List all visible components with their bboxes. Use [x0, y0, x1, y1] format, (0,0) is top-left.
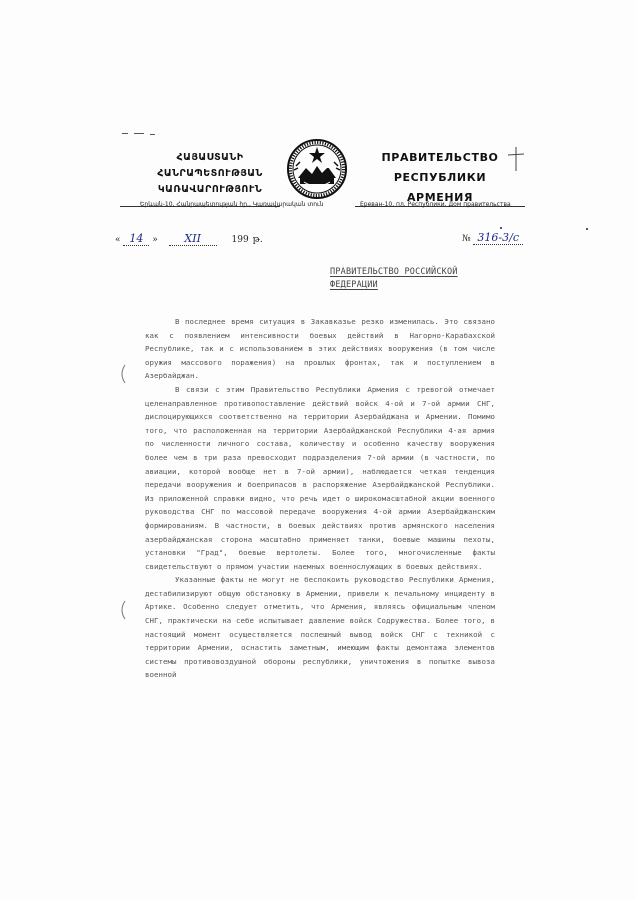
paragraph-1: В последнее время ситуация в Закавказье резко изменилась. Это связано как с появлением интенсивности боевых действий в Нагорно-Карабахской Республике, так и с использованием в этих действиях вооружения (в том числе оружия массового поражения) на прошлых фронтах, так и поступлением в Азербайджан.	[145, 317, 495, 381]
scan-speck	[122, 133, 128, 134]
address-armenian: Երևան-10, Հանրապետության հր., Կառավարական տուն	[140, 201, 324, 208]
paragraph-3: Указанные факты не могут не беспокоить руководство Республики Армения, дестабилизируют общую обстановку в Армении, привели к печальному инциденту в Артике. Особенно следует отметить, что Армения, являясь официальным членом СНГ, практически на себе испытывает давление войск Содружества. Более того, в настоящий момент осуществляется поспешный вывод войск СНГ с техникой с территории Армении, оснастить заметным, имеющим факты демонтажа элементов системы противовоздушной обороны республики, уничтожения в попытке вывоза военной	[145, 575, 495, 680]
date-line	[115, 232, 263, 246]
document-number-label: №	[462, 234, 471, 244]
coat-of-arms-emblem	[286, 138, 348, 200]
letterhead-armenian-line2: ԿԱՌԱՎԱՐՈՒԹՅՈՒՆ	[157, 184, 263, 195]
date-open-mark: «	[115, 235, 121, 245]
scan-speck	[150, 134, 155, 135]
letterhead-armenian-line1: ՀԱՅԱՍՏԱՆԻ ՀԱՆՐԱՊԵՏՈՒԹՅԱՆ	[157, 152, 263, 179]
address-russian: Ереван-10, пл. Республики, Дом правительства	[360, 201, 511, 208]
letterhead-russian-line1: ПРАВИТЕЛЬСТВО	[381, 151, 499, 164]
margin-mark	[118, 364, 128, 384]
handwritten-cross-mark	[506, 146, 526, 172]
letter-body	[145, 315, 495, 682]
margin-mark	[118, 600, 128, 620]
scan-speck	[500, 227, 502, 229]
date-day: 14	[123, 232, 149, 246]
date-close-mark: »	[152, 235, 158, 245]
letterhead-armenian	[130, 150, 290, 198]
document-number	[462, 231, 523, 244]
scan-speck	[586, 228, 588, 230]
addressee: ПРАВИТЕЛЬСТВО РОССИЙСКОЙ ФЕДЕРАЦИИ	[330, 267, 458, 290]
date-year-suffix: թ.	[252, 235, 263, 245]
document-number-value: 316-3/с	[473, 231, 523, 245]
letterhead-russian-line2: РЕСПУБЛИКИ АРМЕНИЯ	[393, 171, 487, 204]
date-year-prefix: 199	[231, 235, 249, 245]
letterhead-russian	[370, 148, 510, 208]
paragraph-2: В связи с этим Правительство Республики Армения с тревогой отмечает целенаправленное противопоставление действий войск 4-ой и 7-ой армии СНГ, дислоцирующихся соответственно на территории Азербайджана и Армении. Помимо того, что расположенная на территории Азербайджанской Республики 4-ая армия по численности личного состава, количеству и особенно качеству вооружения более чем в три раза превосходит подразделения 7-ой армии (в частности, по авиации, которой вообще нет в 7-ой армии), наблюдается четкая тенденция передачи вооружения и боеприпасов в распоряжение Азербайджанской Республики. Из приложенной справки видно, что речь идет о широкомасштабной акции военного руководства СНГ по массовой передаче вооружения 4-ой армии Азербайджанским формированиям. В частности, в боевых действиях против армянского населения азербайджанская сторона масштабно применяет танки, боевые машины пехоты, установки "Град", боевые вертолеты. Более того, многочисленные факты свидетельствуют о прямом участии наемных военнослужащих в боевых действиях.	[145, 384, 495, 571]
date-month: XII	[169, 232, 217, 246]
scan-speck	[134, 133, 144, 134]
